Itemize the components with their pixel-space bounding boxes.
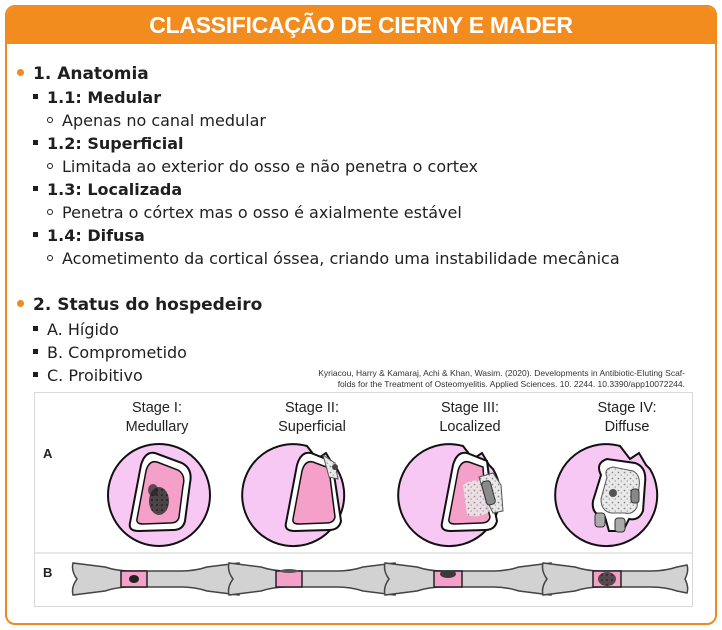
bullet-dot-icon (17, 69, 24, 76)
bullet-circle-icon (47, 209, 53, 215)
stage-2-long-bone (229, 563, 396, 595)
bullet-square-icon (33, 140, 38, 145)
bullet-square-icon (33, 232, 38, 237)
bullet-dot-icon (17, 300, 24, 307)
item-superficial-detail: Limitada ao exterior do osso e não penetra o cortex (47, 157, 478, 176)
bullet-square-icon (33, 372, 38, 377)
item-localizada-detail: Penetra o córtex mas o osso é axialmente estável (47, 203, 462, 222)
item-superficial: 1.2: Superficial (33, 134, 184, 153)
row-a-label: A (43, 446, 53, 461)
stage-2-label: Stage II: Superficial (278, 400, 346, 435)
item-difusa: 1.4: Difusa (33, 226, 145, 245)
title-banner (7, 7, 715, 44)
item-proibitivo: C. Proibitivo (33, 366, 143, 385)
stage-1-label: Stage I: Medullary (125, 400, 189, 435)
item-comprometido: B. Comprometido (33, 343, 187, 362)
row-b-label: B (43, 565, 53, 580)
bullet-circle-icon (47, 117, 53, 123)
bullet-circle-icon (47, 255, 53, 261)
stage-2-cross-section (242, 444, 344, 546)
item-localizada: 1.3: Localizada (33, 180, 182, 199)
item-medular: 1.1: Medular (33, 88, 161, 107)
section-anatomia-title: 1. Anatomia (17, 64, 149, 84)
bullet-square-icon (33, 94, 38, 99)
figure-drawing (35, 393, 692, 606)
stage-3-long-bone (385, 563, 552, 595)
citation: Kyriacou, Harry & Kamaraj, Achi & Khan, Wasim. (2020). Developments in Antibiotic-Eluting Scaf- folds for the Treatment of Osteomyelitis. Applied Sciences. 10. 2244. 10.3390/app10072244. (318, 368, 685, 389)
cierny-mader-figure (34, 392, 693, 607)
stage-4-long-bone (543, 563, 688, 595)
page-title: CLASSIFICAÇÃO DE CIERNY E MADER (149, 12, 573, 38)
bullet-square-icon (33, 186, 38, 191)
stage-4-label: Stage IV: Diffuse (597, 400, 657, 435)
item-higido: A. Hígido (33, 320, 119, 339)
stage-1-long-bone (73, 563, 240, 595)
stage-3-cross-section (398, 444, 503, 546)
stage-4-cross-section (555, 444, 657, 546)
bullet-square-icon (33, 326, 38, 331)
bullet-circle-icon (47, 163, 53, 169)
stage-1-cross-section (108, 444, 210, 546)
item-medular-detail: Apenas no canal medular (47, 111, 266, 130)
bullet-square-icon (33, 349, 38, 354)
section-hospedeiro-title: 2. Status do hospedeiro (17, 295, 262, 315)
item-difusa-detail: Acometimento da cortical óssea, criando uma instabilidade mecânica (47, 249, 620, 268)
stage-3-label: Stage III: Localized (439, 400, 501, 435)
slide-card (5, 5, 717, 625)
